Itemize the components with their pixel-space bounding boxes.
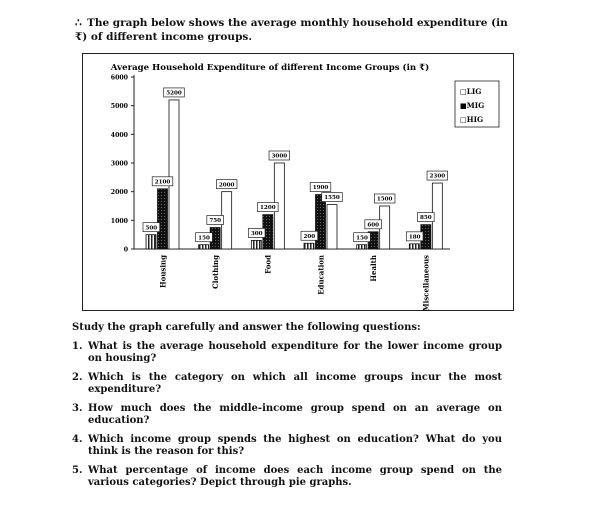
lig-bar (146, 235, 156, 249)
mig-value-label: 2100 (154, 179, 171, 186)
legend-entry: □HIG (460, 115, 484, 124)
question-text: Which income group spends the highest on education? What do you think is the reason for this? (88, 433, 502, 457)
question-text: What is the average household expenditure for the lower income group on housing? (88, 340, 502, 364)
mig-value-label: 1900 (312, 185, 329, 192)
question-text: Which is the category on which all income groups incur the most expenditure? (88, 371, 502, 395)
category-label: Clothing (210, 255, 220, 289)
question-number: 1. (72, 340, 83, 352)
questions-section (72, 322, 502, 496)
lig-bar (357, 245, 367, 249)
mig-value-label: 600 (367, 222, 380, 229)
lig-bar (304, 243, 314, 249)
lig-bar (199, 245, 209, 249)
mig-value-label: 1200 (260, 205, 276, 212)
therefore-symbol: ∴ (75, 17, 82, 29)
mig-bar (158, 189, 168, 249)
intro-sentence: The graph below shows the average monthly household expenditure (in ₹) of different income groups. (75, 17, 508, 43)
question-item (72, 403, 502, 428)
category-label: Health (368, 255, 378, 282)
intro-text (75, 16, 515, 44)
hig-value-label: 3000 (271, 153, 288, 160)
question-text: How much does the middle-income group spend on an average on education? (88, 402, 502, 426)
mig-value-label: 750 (209, 218, 222, 225)
y-tick-label: 5000 (110, 103, 128, 111)
hig-value-label: 2300 (429, 173, 446, 180)
lig-value-label: 300 (250, 231, 263, 237)
question-item (72, 341, 502, 366)
hig-value-label: 2000 (218, 182, 235, 189)
category-label: Miscellaneous (421, 255, 431, 311)
category-label: Food (263, 255, 273, 274)
hig-bar (169, 100, 179, 249)
question-item (72, 372, 502, 397)
y-tick-label: 3000 (110, 160, 128, 168)
lig-value-label: 150 (198, 235, 210, 242)
hig-value-label: 5200 (166, 90, 182, 97)
lig-bar (409, 244, 419, 249)
question-text: What percentage of income does each income group spend on the various categories? Depict through pie graphs. (88, 464, 502, 488)
y-tick-label: 4000 (110, 131, 128, 139)
hig-value-label: 1550 (324, 195, 340, 202)
mig-value-label: 850 (419, 215, 432, 222)
category-label: Housing (158, 255, 168, 288)
expenditure-bar-chart (82, 53, 514, 311)
lig-value-label: 180 (408, 234, 421, 241)
lig-value-label: 500 (145, 225, 158, 232)
hig-bar (327, 205, 337, 249)
question-number: 3. (72, 402, 83, 414)
legend-entry: □LIG (460, 87, 482, 96)
question-number: 5. (72, 464, 83, 476)
lig-bar (251, 240, 261, 249)
y-tick-label: 1000 (110, 217, 128, 225)
y-tick-label: 6000 (110, 74, 128, 82)
lig-value-label: 200 (303, 233, 316, 240)
question-item (72, 434, 502, 459)
legend-entry: ■MIG (460, 101, 485, 110)
chart-title: Average Household Expenditure of different Income Groups (in ₹) (110, 63, 430, 73)
mig-bar (316, 195, 326, 249)
question-number: 4. (72, 433, 83, 445)
chart-frame (83, 54, 514, 311)
chart-figure (82, 53, 514, 311)
category-label: Education (316, 255, 326, 295)
questions-lead: Study the graph carefully and answer the following questions: (72, 322, 421, 333)
question-item (72, 465, 502, 490)
question-number: 2. (72, 371, 83, 383)
lig-value-label: 150 (356, 235, 368, 242)
y-tick-label: 0 (123, 246, 128, 254)
hig-value-label: 1500 (376, 196, 393, 203)
y-tick-label: 2000 (110, 189, 128, 197)
